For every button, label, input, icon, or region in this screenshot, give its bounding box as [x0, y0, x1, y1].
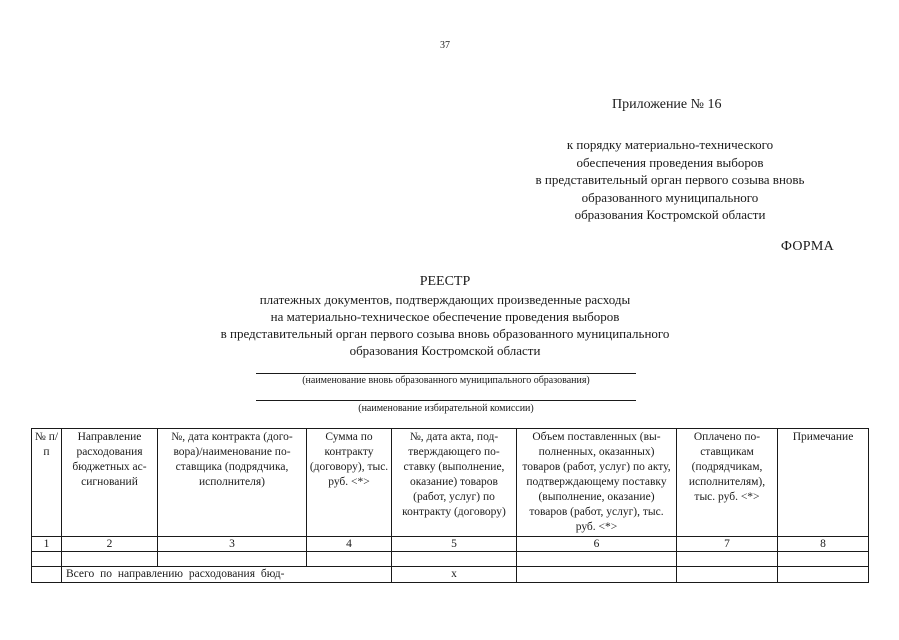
empty-cell: [307, 552, 392, 567]
commission-fill-line: [256, 400, 636, 401]
empty-cell: [517, 567, 677, 583]
header-cell-contract-sum: Сумма по контракту (договору), тыс. руб. <*>: [307, 429, 392, 537]
registry-subtitle: [150, 291, 740, 359]
empty-cell: [32, 552, 62, 567]
empty-cell: [62, 552, 158, 567]
subtitle-line: на материально-техническое обеспечение проведения выборов: [270, 309, 620, 324]
header-cell-paid: Оплачено по- ставщикам (подрядчикам, исполнителям), тыс. руб. <*>: [677, 429, 778, 537]
header-cell-volume: Объем поставленных (вы- полненных, оказанных) товаров (работ, услуг) по акту, подтверждающему поставку (выполнение, оказание) товаров (работ, услуг), тыс. руб. <*>: [517, 429, 677, 537]
registry-table: [31, 428, 869, 583]
header-cell-act: №, дата акта, под- тверждающего по- ставку (выполнение, оказание) товаров (работ, услуг) по контракту (договору): [392, 429, 517, 537]
empty-cell: [392, 552, 517, 567]
table-header-row: [32, 429, 869, 537]
empty-cell: [677, 567, 778, 583]
appendix-line: обеспечения проведения выборов: [576, 154, 764, 170]
total-row-label: Всего по направлению расходования бюд-: [62, 567, 392, 583]
appendix-title: Приложение № 16: [612, 97, 722, 112]
subtitle-line: платежных документов, подтверждающих произведенные расходы: [259, 292, 631, 307]
column-number: 1: [32, 537, 62, 552]
appendix-line: к порядку материально-технического: [566, 137, 774, 152]
appendix-line: в представительный орган первого созыва вновь: [535, 172, 805, 187]
column-number: 6: [517, 537, 677, 552]
column-number: 5: [392, 537, 517, 552]
column-number: 3: [158, 537, 307, 552]
appendix-line: образованного муниципального: [581, 189, 759, 205]
municipality-caption: (наименование вновь образованного муниципального образования): [302, 375, 590, 386]
subtitle-line: образования Костромской области: [349, 343, 541, 358]
empty-cell: [677, 552, 778, 567]
column-number: 8: [778, 537, 869, 552]
appendix-line: образования Костромской области: [574, 207, 766, 222]
header-cell-contract: №, дата контракта (дого- вора)/наименование по- ставщика (подрядчика, исполнителя): [158, 429, 307, 537]
header-cell-number: № п/п: [32, 429, 62, 537]
header-cell-direction: Направление расходования бюджетных ас- сигнований: [62, 429, 158, 537]
empty-cell: [32, 567, 62, 583]
column-number: 4: [307, 537, 392, 552]
registry-title: РЕЕСТР: [419, 274, 471, 289]
appendix-description: [505, 136, 835, 224]
total-row: [32, 567, 869, 583]
subtitle-line: в представительный орган первого созыва вновь образованного муниципального: [220, 326, 670, 341]
total-row-act-cell: х: [392, 567, 517, 583]
page-number: 37: [440, 40, 450, 51]
column-number: 2: [62, 537, 158, 552]
column-number-row: [32, 537, 869, 552]
municipality-fill-line: [256, 373, 636, 374]
empty-data-row: [32, 552, 869, 567]
header-cell-note: Примечание: [778, 429, 869, 537]
empty-cell: [778, 552, 869, 567]
commission-caption: (наименование избирательной комиссии): [358, 403, 534, 414]
empty-cell: [778, 567, 869, 583]
form-label: ФОРМА: [780, 239, 834, 254]
empty-cell: [158, 552, 307, 567]
column-number: 7: [677, 537, 778, 552]
empty-cell: [517, 552, 677, 567]
